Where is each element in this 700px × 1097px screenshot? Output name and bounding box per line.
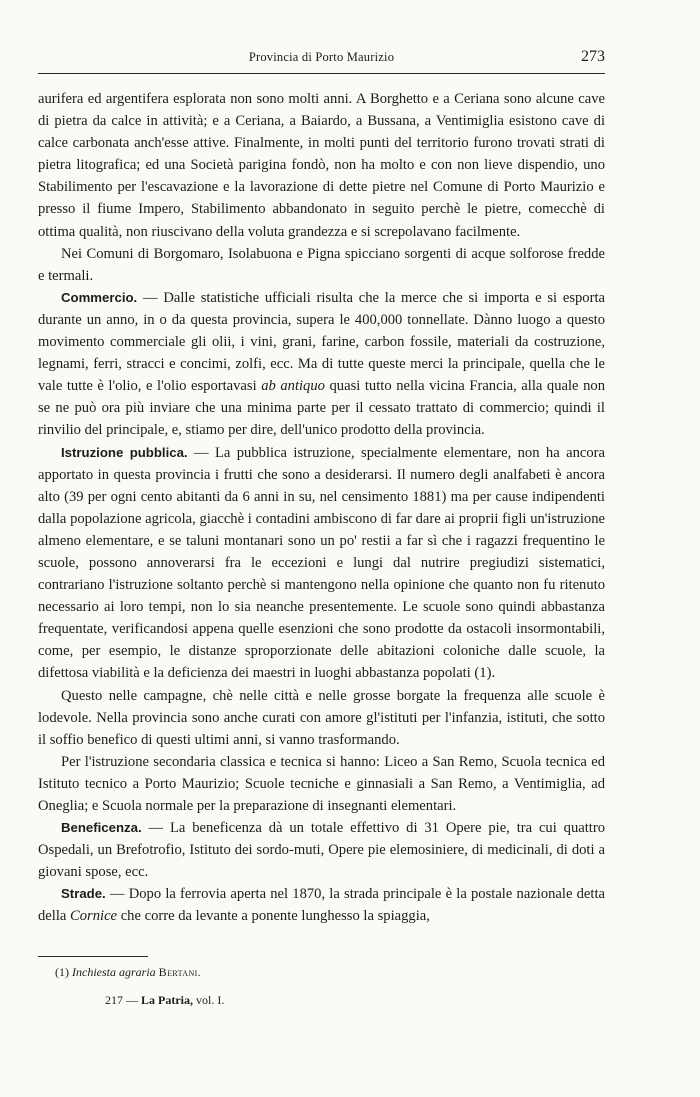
charity-text: — La beneficenza dà un totale effettivo di 31 Opere pie, tra cui quattro Ospedali, un Brefotrofio, Istituto dei sordo-muti, Opere pie elemosiniere, di medicinali, di doti a giovani spose, ecc. — [38, 820, 605, 881]
page-header — [38, 48, 605, 70]
paragraph-springs: Nei Comuni di Borgomaro, Isolabuona e Pigna spicciano sorgenti di acque solforose fredde e termali. — [38, 245, 605, 284]
paragraph-commerce — [38, 287, 605, 442]
signature-number: 217 — [105, 993, 123, 1007]
signature-title: La Patria, — [141, 993, 193, 1007]
roads-text-b: che corre da levante a ponente lunghesso la spiaggia, — [117, 908, 430, 925]
education-text: — La pubblica istruzione, specialmente elementare, non ha ancora apportato in questa provincia i frutti che sono a desiderarsi. Il numero degli analfabeti è ancora alto (39 per ogni cento abitanti da 6 anni in su, nel censimento 1881) ma per cause indipendenti dalla popolazione agricola, giacchè i contadini ambiscono di far dare ai proprii figli un'istruzione almeno elementare, e se taluni montanari sono un po' restii a far sì che i ragazzi frequentino le scuole, possono annoverarsi fra le eccezioni e lungi dal nutrire pregiudizi sistematici, contrariano l'istruzione soltanto perchè si mantengono nella opinione che quanto non fu ritenuto necessario ai loro tempi, non lo sia neanche presentemente. Le scuole sono quindi abbastanza frequentate, verificandosi appena quelle esenzioni che sono prodotte da ostacoli insormontabili, come, per esempio, le distanze sproporzionate delle abitazioni coloniche dalle scuole, la difettosa viabilità e la deficienza dei maestri in luoghi abbastanza popolati (1). — [38, 444, 605, 682]
section-heading-istruzione: Istruzione pubblica. — [61, 444, 188, 460]
paragraph-roads — [38, 883, 605, 927]
section-heading-strade: Strade. — [61, 886, 106, 902]
paragraph-charity — [38, 817, 605, 883]
footnote-source: Inchiesta agraria — [72, 965, 156, 979]
paragraph-schools: Questo nelle campagne, chè nelle città e nelle grosse borgate la frequenza alle scuole è lodevole. Nella provincia sono anche curati con amore gl'istituti per l'infanzia, istituti, che sotto il soffio benefico di questi ultimi anni, si vanno trasformando. — [38, 687, 605, 748]
paragraph-mining: aurifera ed argentifera esplorata non sono molti anni. A Borghetto e a Ceriana sono alcune cave di pietra da calce in attività; e a Ceriana, a Baiardo, a Bussana, a Ventimiglia esistono cave di calce carbonata anch'esse attive. Finalmente, in molti punti del territorio furono trovati strati di pietra litografica; ed una Società parigina fondò, non ha molto e con non lieve dispendio, uno Stabilimento per l'escavazione e la lavorazione di dette pietre nel Comune di Porto Maurizio e presso il fiume Impero, Stabilimento abbandonato in seguito perchè le pietre, comecchè di ottima qualità, non riuscivano della voluta grandezza e si screpolavano facilmente. — [38, 91, 605, 240]
commerce-text-a: — Dalle statistiche ufficiali risulta che la merce che si importa e si esporta durante un anno, in o da questa provincia, supera le 400,000 tonnellate. Dànno luogo a questo movimento commerciale gli olii, i vini, grani, farine, carbon fossile, materiali da costruzione, legnami, ferri, stracci e concimi, zolfi, ecc. Ma di tutte queste merci la principale, quella che le vale tutte è l'olio, e l'olio esportavasi — [38, 289, 605, 395]
header-rule — [38, 73, 605, 74]
roads-italic: Cornice — [70, 908, 118, 925]
section-heading-commercio: Commercio. — [61, 289, 138, 305]
commerce-text-b: quasi tutto nella vicina Francia, alla quale non se ne può ora più inviare che una minima parte per il cessato trattato di commercio; quindi il rinvilio del principale, e, stiamo per dire, dell'unico prodotto della provincia. — [38, 378, 605, 439]
body-text — [38, 88, 605, 928]
roads-text-a: — Dopo la ferrovia aperta nel 1870, la strada principale è la postale nazionale detta della — [38, 886, 605, 925]
signature-volume: vol. I. — [193, 993, 225, 1007]
running-title: Provincia di Porto Maurizio — [248, 50, 395, 64]
footnote-author: Bertani. — [158, 965, 202, 979]
page-number: 273 — [581, 48, 605, 65]
section-heading-beneficenza: Beneficenza. — [61, 820, 142, 836]
footnote — [55, 964, 595, 980]
paragraph-education — [38, 442, 605, 685]
footnote-rule — [38, 956, 148, 957]
printer-signature — [105, 992, 224, 1008]
signature-dash: — — [123, 993, 141, 1007]
paragraph-secondary: Per l'istruzione secondaria classica e tecnica si hanno: Liceo a San Remo, Scuola tecnica ed Istituto tecnico a Porto Maurizio; Scuole tecniche e ginnasiali a San Remo, a Ventimiglia, ad Oneglia; e Scuola normale per la preparazione di insegnanti elementari. — [38, 753, 605, 814]
footnote-marker: (1) — [55, 965, 69, 979]
commerce-italic: ab antiquo — [261, 378, 325, 395]
